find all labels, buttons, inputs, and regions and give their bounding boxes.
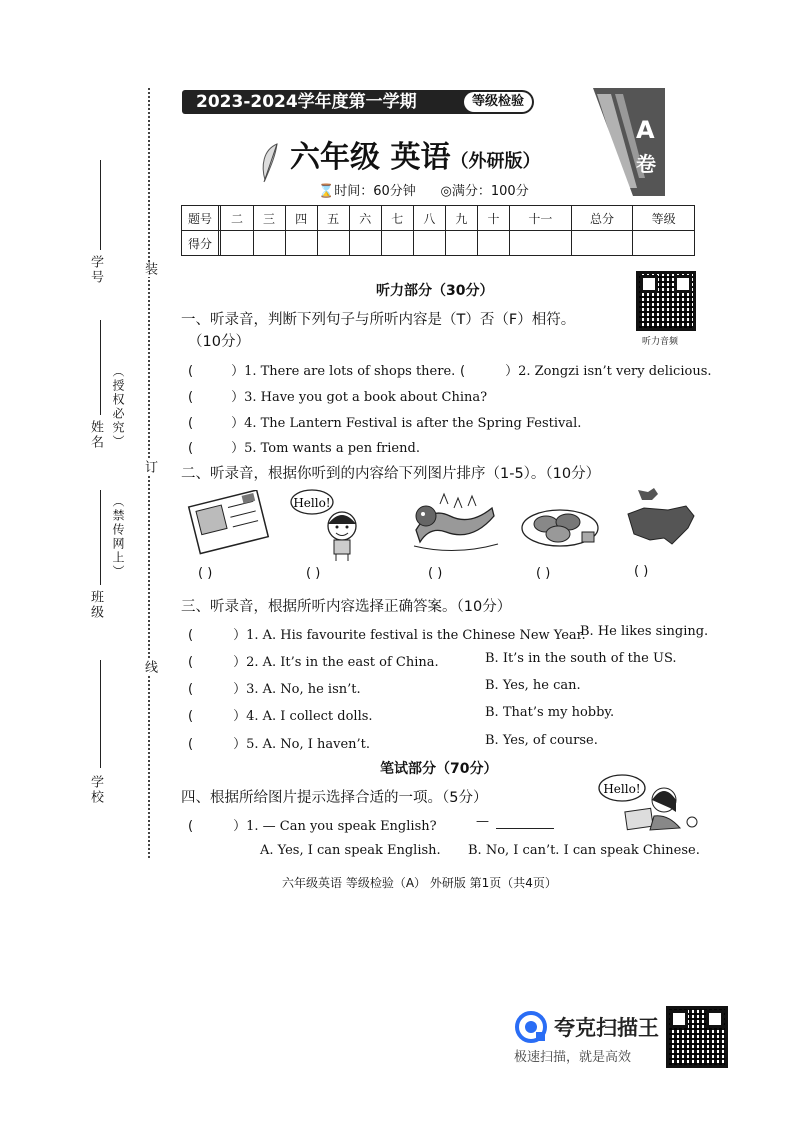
time-text: 时间：60分钟	[334, 184, 416, 199]
scanner-slogan: 极速扫描，就是高效	[514, 1050, 632, 1065]
col-header: 十一	[510, 206, 572, 231]
col-header: 十	[477, 206, 509, 231]
score-table	[181, 205, 695, 256]
section3-title: 三、听录音，根据所听内容选择正确答案。（10分）	[181, 599, 512, 615]
paper-letter: A	[636, 116, 655, 144]
col-header: 九	[445, 206, 477, 231]
qr-code-listening[interactable]	[636, 271, 696, 331]
col-header: 八	[413, 206, 445, 231]
s2-blank-1[interactable]: ( )	[198, 566, 213, 581]
score-cell[interactable]	[510, 231, 572, 256]
score-cell[interactable]	[477, 231, 509, 256]
binding-char-1: 装	[142, 262, 157, 277]
s4-option-a: A. Yes, I can speak English.	[260, 843, 441, 858]
title-text: 六年级 英语	[290, 140, 451, 175]
section2-title: 二、听录音，根据你听到的内容给下列图片排序（1-5）。（10分）	[181, 466, 601, 482]
s3-item-1-b: B. He likes singing.	[580, 624, 709, 639]
student-no-label: 学号	[88, 255, 103, 285]
edition-text: （外研版）	[450, 151, 541, 172]
bubble-text-1: Hello!	[293, 496, 331, 510]
s3-item-3-b: B. Yes, he can.	[485, 678, 581, 693]
score-cell[interactable]	[413, 231, 445, 256]
scanner-brand: 夸克扫描王	[554, 1016, 659, 1040]
score-cell[interactable]	[571, 231, 633, 256]
score-cell[interactable]	[349, 231, 381, 256]
name-label: 姓名	[88, 420, 103, 450]
s4-answer-blank[interactable]	[496, 828, 554, 829]
check-circle-icon: ◎	[440, 184, 452, 199]
score-cell[interactable]	[221, 231, 253, 256]
score-cell[interactable]	[381, 231, 413, 256]
s2-blank-2[interactable]: ( )	[306, 566, 321, 581]
s1-item-3: ( ）3. Have you got a book about China?	[188, 390, 488, 405]
mooncakes-image	[520, 498, 602, 550]
s3-item-2: ( ）2. A. It’s in the east of China.	[188, 655, 439, 670]
school-blank[interactable]	[100, 660, 101, 768]
col-header: 五	[317, 206, 349, 231]
s3-item-5-b: B. Yes, of course.	[485, 733, 598, 748]
binding-char-2: 订	[142, 460, 157, 475]
full-score-text: 满分：100分	[451, 184, 529, 199]
col-header: 等级	[633, 206, 695, 231]
term-text: 2023-2024学年度第一学期	[196, 92, 417, 112]
bubble-text-2: Hello!	[603, 782, 641, 796]
s4-answer-dash: —	[476, 814, 489, 829]
s1-item-4: ( ）4. The Lantern Festival is after the Spring Festival.	[188, 416, 582, 431]
col-header: 三	[253, 206, 285, 231]
no-upload-notice: （禁传网上）	[111, 495, 125, 579]
copyright-notice: （授权必究）	[111, 365, 125, 449]
binding-char-3: 线	[142, 660, 157, 675]
section1-score: （10分）	[188, 334, 250, 350]
quark-logo-icon	[514, 1010, 548, 1044]
section4-title: 四、根据所给图片提示选择合适的一项。（5分）	[181, 790, 488, 806]
row-label-score: 得分	[182, 231, 219, 256]
table-row	[182, 231, 695, 256]
s4-option-b: B. No, I can’t. I can speak Chinese.	[468, 843, 700, 858]
listening-heading: 听力部分（30分）	[376, 283, 494, 299]
us-map-image	[624, 484, 698, 554]
page-footer: 六年级英语 等级检验（A） 外研版 第1页（共4页）	[282, 876, 557, 890]
class-blank[interactable]	[100, 490, 101, 585]
s3-item-5: ( ）5. A. No, I haven’t.	[188, 737, 371, 752]
col-header: 总分	[571, 206, 633, 231]
score-cell[interactable]	[633, 231, 695, 256]
hourglass-icon: ⌛	[318, 184, 335, 199]
paper-char: 卷	[636, 152, 656, 176]
col-header: 四	[285, 206, 317, 231]
col-header: 二	[221, 206, 253, 231]
dragon-boat-image	[410, 486, 500, 558]
s3-item-2-b: B. It’s in the south of the US.	[485, 651, 677, 666]
s3-item-4: ( ）4. A. I collect dolls.	[188, 709, 373, 724]
exam-meta	[318, 180, 529, 199]
score-cell[interactable]	[253, 231, 285, 256]
class-label: 班级	[88, 590, 103, 620]
qr-caption: 听力音频	[642, 337, 679, 347]
s1-item-5: ( ）5. Tom wants a pen friend.	[188, 441, 420, 456]
girl-hello-image	[290, 486, 370, 562]
term-banner	[182, 90, 534, 114]
qr-code-scanner[interactable]	[666, 1006, 728, 1068]
s1-item-2: ( ）2. Zongzi isn’t very delicious.	[460, 364, 712, 379]
col-header: 七	[381, 206, 413, 231]
school-label: 学校	[88, 775, 103, 805]
col-header: 六	[349, 206, 381, 231]
s2-blank-3[interactable]: ( )	[428, 566, 443, 581]
girl-reading-image	[598, 772, 702, 834]
s3-item-1: ( ）1. A. His favourite festival is the Chinese New Year.	[188, 628, 586, 643]
table-row	[182, 206, 695, 231]
row-label-number: 题号	[182, 206, 219, 231]
exam-title	[290, 132, 540, 176]
score-cell[interactable]	[285, 231, 317, 256]
postcard-image	[186, 490, 270, 558]
exam-type-badge: 等级检验	[464, 92, 532, 112]
section1-title: 一、听录音，判断下列句子与所听内容是（T）否（F）相符。	[181, 312, 576, 328]
s2-blank-5[interactable]: ( )	[634, 564, 649, 579]
s3-item-4-b: B. That’s my hobby.	[485, 705, 615, 720]
feather-icon	[255, 140, 285, 184]
s1-item-1: ( ）1. There are lots of shops there.	[188, 364, 456, 379]
writing-heading: 笔试部分（70分）	[380, 761, 498, 777]
name-blank[interactable]	[100, 320, 101, 415]
s2-blank-4[interactable]: ( )	[536, 566, 551, 581]
score-cell[interactable]	[317, 231, 349, 256]
student-no-blank[interactable]	[100, 160, 101, 250]
s3-item-3: ( ）3. A. No, he isn’t.	[188, 682, 361, 697]
s4-item-1: ( ）1. — Can you speak English?	[188, 819, 437, 834]
score-cell[interactable]	[445, 231, 477, 256]
